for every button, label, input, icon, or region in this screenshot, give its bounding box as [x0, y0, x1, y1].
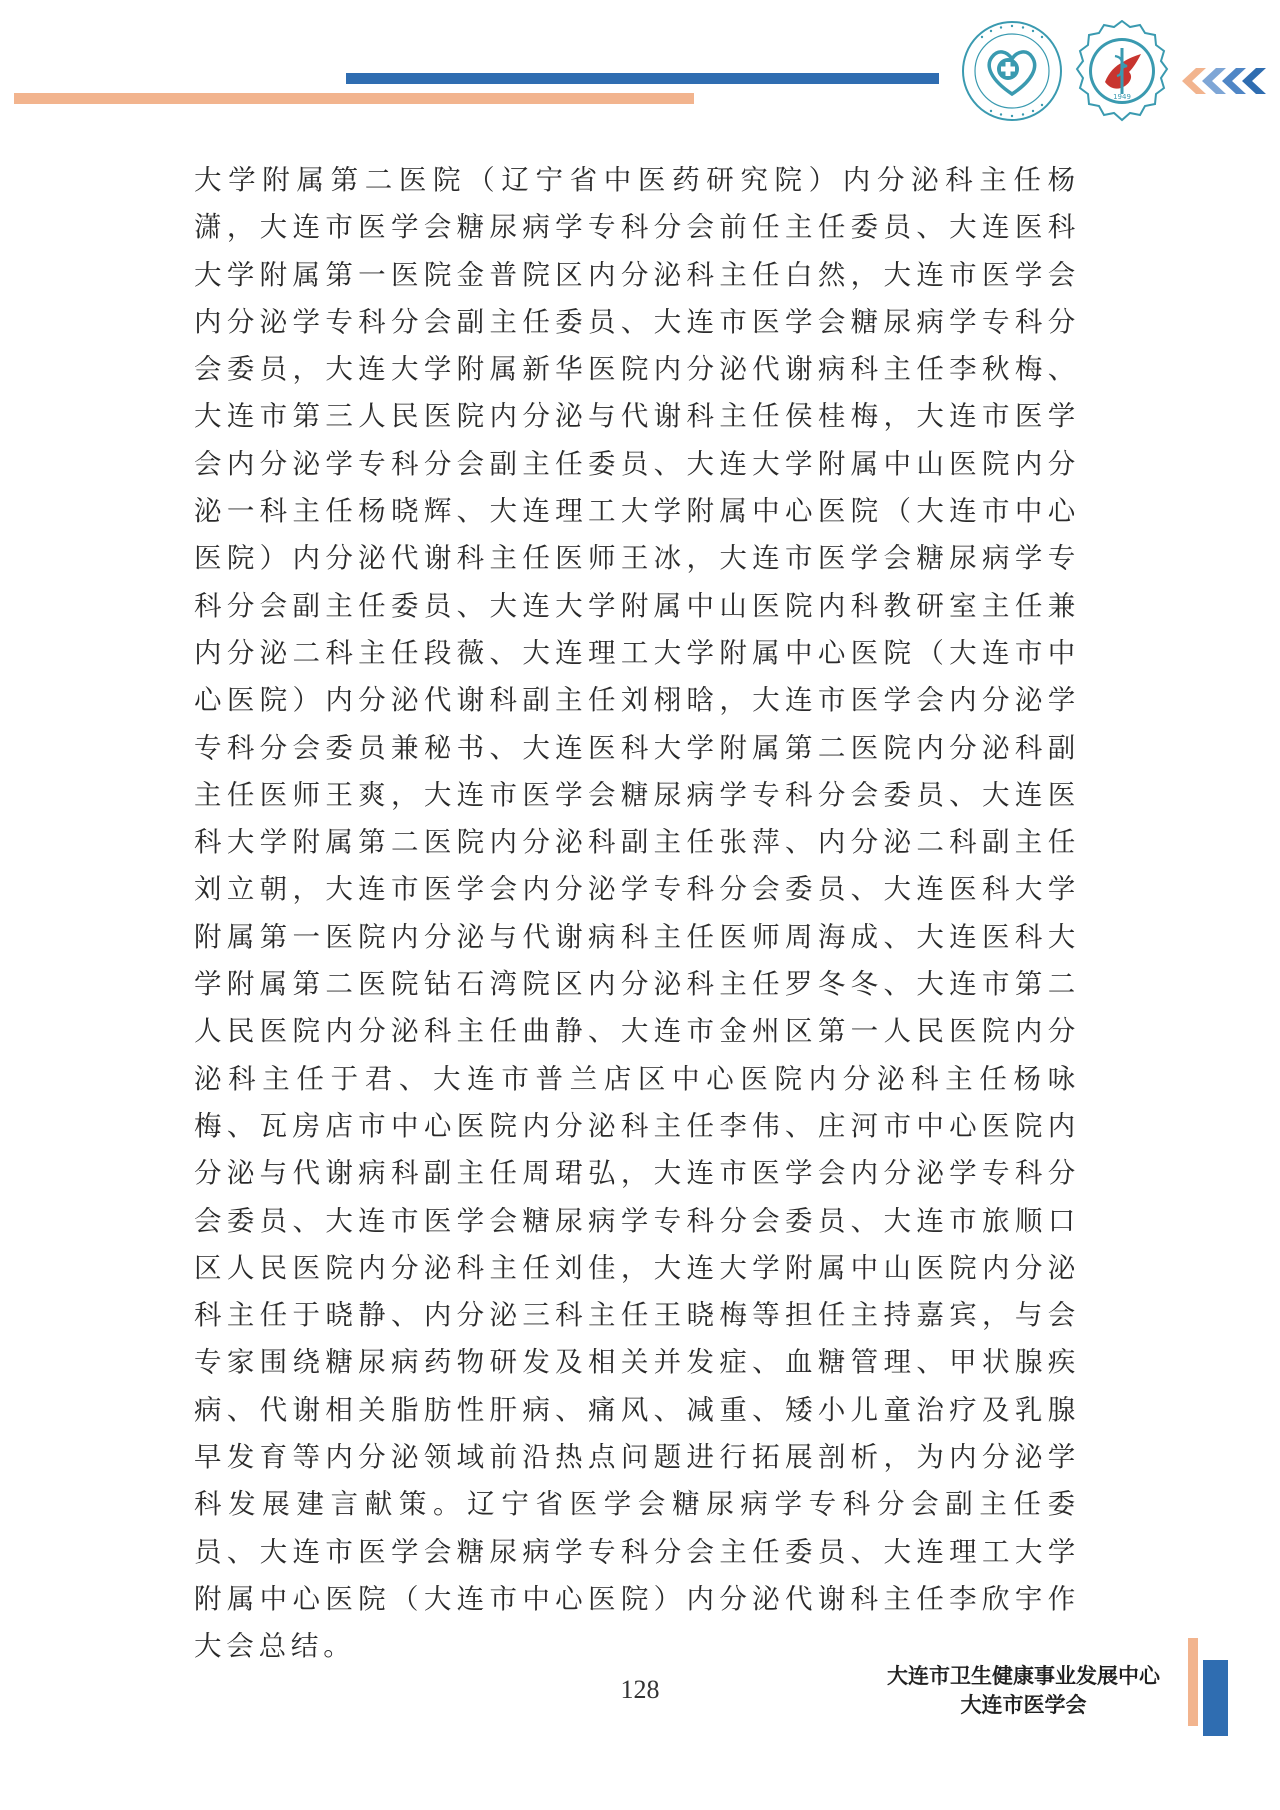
article-body	[194, 157, 1080, 1671]
health-development-center-logo-icon	[961, 20, 1063, 122]
logo-year: 1949	[1113, 93, 1131, 101]
medical-association-logo-icon	[1071, 20, 1173, 122]
body-paragraph: 大学附属第二医院（辽宁省中医药研究院）内分泌科主任杨潇，大连市医学会糖尿病学专科分会前任主任委员、大连医科大学附属第一医院金普院区内分泌科主任白然，大连市医学会内分泌学专科分会副主任委员、大连市医学会糖尿病学专科分会委员，大连大学附属新华医院内分泌代谢病科主任李秋梅、大连市第三人民医院内分泌与代谢科主任侯桂梅，大连市医学会内分泌学专科分会副主任委员、大连大学附属中山医院内分泌一科主任杨晓辉、大连理工大学附属中心医院（大连市中心医院）内分泌代谢科主任医师王冰，大连市医学会糖尿病学专科分会副主任委员、大连大学附属中山医院内科教研室主任兼内分泌二科主任段薇、大连理工大学附属中心医院（大连市中心医院）内分泌代谢科副主任刘栩晗，大连市医学会内分泌学专科分会委员兼秘书、大连医科大学附属第二医院内分泌科副主任医师王爽，大连市医学会糖尿病学专科分会委员、大连医科大学附属第二医院内分泌科副主任张萍、内分泌二科副主任刘立朝，大连市医学会内分泌学专科分会委员、大连医科大学附属第一医院内分泌与代谢病科主任医师周海成、大连医科大学附属第二医院钻石湾院区内分泌科主任罗冬冬、大连市第二人民医院内分泌科主任曲静、大连市金州区第一人民医院内分泌科主任于君、大连市普兰店区中心医院内分泌科主任杨咏梅、瓦房店市中心医院内分泌科主任李伟、庄河市中心医院内分泌与代谢病科副主任周珺弘，大连市医学会内分泌学专科分会委员、大连市医学会糖尿病学专科分会委员、大连市旅顺口区人民医院内分泌科主任刘佳，大连大学附属中山医院内分泌科主任于晓静、内分泌三科主任王晓梅等担任主持嘉宾，与会专家围绕糖尿病药物研发及相关并发症、血糖管理、甲状腺疾病、代谢相关脂肪性肝病、痛风、减重、矮小儿童治疗及乳腺早发育等内分泌领域前沿热点问题进行拓展剖析，为内分泌学科发展建言献策。辽宁省医学会糖尿病学专科分会副主任委员、大连市医学会糖尿病学专科分会主任委员、大连理工大学附属中心医院（大连市中心医院）内分泌代谢科主任李欣宇作大会总结。	[194, 164, 1080, 1663]
header-blue-bar	[346, 73, 939, 84]
footer-org-line-1: 大连市卫生健康事业发展中心	[887, 1664, 1160, 1688]
chevron-decoration-icon	[1182, 68, 1268, 94]
footer-org-line-2: 大连市医学会	[960, 1693, 1087, 1717]
footer-organization	[887, 1662, 1160, 1720]
header-orange-bar	[14, 93, 694, 104]
footer-orange-bar	[1188, 1638, 1198, 1726]
footer-blue-bar	[1203, 1660, 1228, 1736]
page-number: 128	[620, 1675, 660, 1704]
